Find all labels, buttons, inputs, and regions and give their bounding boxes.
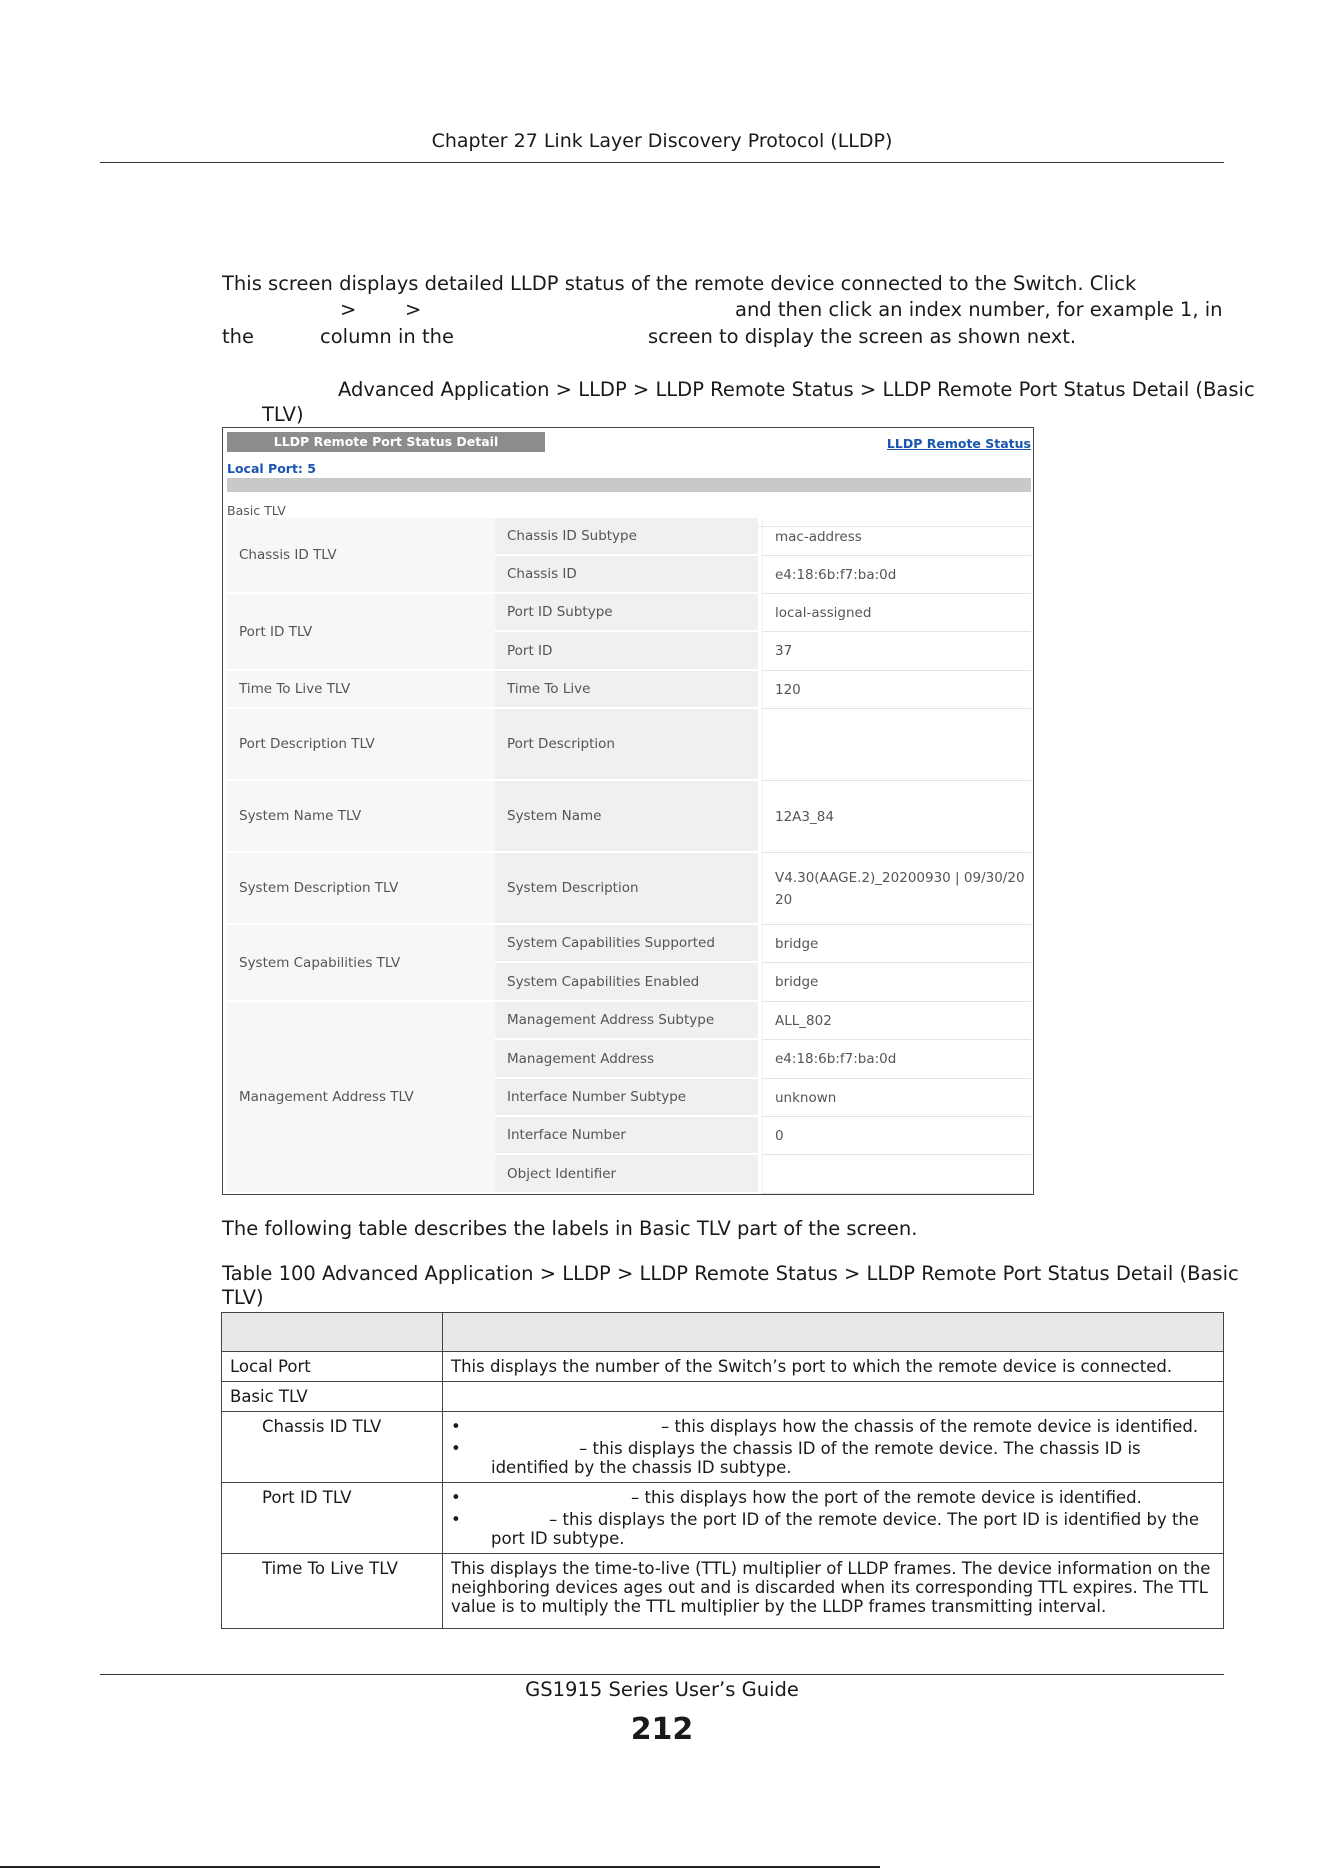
tlv-field-label: Object Identifier: [495, 1155, 758, 1194]
tlv-field-label: Interface Number: [495, 1117, 758, 1155]
row-label: Port ID TLV: [222, 1483, 443, 1554]
bullet-item: [451, 1510, 1215, 1548]
lldp-remote-status-link[interactable]: LLDP Remote Status: [886, 436, 1031, 451]
description-table: [221, 1312, 1224, 1629]
tlv-group-label: System Name TLV: [227, 781, 495, 853]
row-label: Time To Live TLV: [222, 1554, 443, 1629]
table-intro: The following table describes the labels in Basic TLV part of the screen.: [222, 1217, 918, 1240]
tlv-field-label: Port ID: [495, 632, 758, 671]
bullet-text: – this displays the chassis ID of the remote device. The chassis ID is identified by the chassis ID subtype.: [491, 1439, 1141, 1477]
tlv-field-value: 120: [762, 671, 1031, 709]
lldp-remote-port-detail-screenshot: [222, 427, 1034, 1195]
bottom-divider: [0, 1866, 880, 1868]
tlv-field-label: System Capabilities Enabled: [495, 963, 758, 1002]
tlv-field-value: V4.30(AAGE.2)_20200930 | 09/30/2020: [762, 853, 1031, 925]
tlv-group-label: Port ID TLV: [227, 594, 495, 671]
intro-line-3b: column in the: [320, 325, 454, 348]
row-description: [443, 1483, 1224, 1554]
table-title: Table 100 Advanced Application > LLDP > LLDP Remote Status > LLDP Remote Port Status Detail (Basic: [222, 1262, 1239, 1285]
table-row: [222, 1352, 1224, 1382]
row-label: Chassis ID TLV: [222, 1412, 443, 1483]
tlv-field-value: bridge: [762, 963, 1031, 1002]
tlv-field-value: 12A3_84: [762, 781, 1031, 853]
row-description: [443, 1382, 1224, 1412]
tlv-field-label: System Description: [495, 853, 758, 925]
tlv-field-label: System Name: [495, 781, 758, 853]
tlv-field-label: Management Address Subtype: [495, 1002, 758, 1040]
tlv-group-label: System Capabilities TLV: [227, 925, 495, 1002]
intro-separator-1: >: [340, 298, 357, 321]
table-row: [222, 1412, 1224, 1483]
row-label: Local Port: [222, 1352, 443, 1382]
bullet-item: [451, 1439, 1215, 1477]
intro-line-3c: screen to display the screen as shown next.: [648, 325, 1077, 348]
footer-divider: [100, 1674, 1224, 1675]
tlv-field-label: Chassis ID Subtype: [495, 518, 758, 556]
panel-title-tab: LLDP Remote Port Status Detail: [227, 432, 545, 452]
figure-title: Advanced Application > LLDP > LLDP Remote Status > LLDP Remote Port Status Detail (Basic: [338, 378, 1255, 401]
row-description: This displays the number of the Switch’s port to which the remote device is connected.: [443, 1352, 1224, 1382]
bullet-item: • – this displays how the port of the remote device is identified.: [451, 1488, 1215, 1507]
tlv-field-label: Port ID Subtype: [495, 594, 758, 632]
tlv-field-value: local-assigned: [762, 594, 1031, 632]
header-cell-description: [443, 1313, 1224, 1352]
table-row: [222, 1554, 1224, 1629]
tlv-group-label: System Description TLV: [227, 853, 495, 925]
tlv-field-value: bridge: [762, 925, 1031, 963]
table-row: [222, 1382, 1224, 1412]
tlv-field-value: [762, 709, 1031, 781]
tlv-field-label: Port Description: [495, 709, 758, 781]
bullet-text: – this displays the port ID of the remote device. The port ID is identified by the port ID subtype.: [491, 1510, 1200, 1548]
tlv-group-label: Management Address TLV: [227, 1002, 495, 1194]
table-header-row: [222, 1313, 1224, 1352]
intro-line-1: This screen displays detailed LLDP status of the remote device connected to the Switch. Click: [222, 272, 1137, 295]
tlv-field-value: 0: [762, 1117, 1031, 1155]
table-title-cont: TLV): [222, 1286, 264, 1309]
footer-guide-title: GS1915 Series User’s Guide: [525, 1678, 799, 1701]
row-description: This displays the time-to-live (TTL) multiplier of LLDP frames. The device information on the neighboring devices ages out and is discarded when its corresponding TTL expires. The TTL value is to multiply the TTL multiplier by the LLDP frames transmitting interval.: [443, 1554, 1224, 1629]
tlv-group-label: Port Description TLV: [227, 709, 495, 781]
table-row: [222, 1483, 1224, 1554]
tlv-field-value: 37: [762, 632, 1031, 671]
header-cell-label: [222, 1313, 443, 1352]
tlv-field-value: unknown: [762, 1079, 1031, 1117]
intro-line-2: and then click an index number, for example 1, in: [735, 298, 1223, 321]
tlv-field-label: Chassis ID: [495, 556, 758, 594]
page-number: 212: [630, 1712, 694, 1747]
row-label: Basic TLV: [222, 1382, 443, 1412]
tlv-field-value: [762, 1155, 1031, 1194]
figure-title-cont: TLV): [262, 403, 304, 426]
bullet-item: • – this displays how the chassis of the remote device is identified.: [451, 1417, 1215, 1436]
tlv-field-value: ALL_802: [762, 1002, 1031, 1040]
tlv-group-label: Chassis ID TLV: [227, 518, 495, 594]
tlv-field-label: Management Address: [495, 1040, 758, 1079]
intro-line-3a: the: [222, 325, 255, 348]
header-divider: [100, 162, 1224, 163]
tlv-field-value: mac-address: [762, 518, 1031, 556]
tlv-field-value: e4:18:6b:f7:ba:0d: [762, 1040, 1031, 1079]
row-description: [443, 1412, 1224, 1483]
chapter-header: Chapter 27 Link Layer Discovery Protocol (LLDP): [431, 130, 893, 152]
intro-separator-2: >: [405, 298, 422, 321]
tlv-field-value: e4:18:6b:f7:ba:0d: [762, 556, 1031, 594]
tlv-field-label: Time To Live: [495, 671, 758, 709]
section-bar: [227, 478, 1031, 492]
basic-tlv-heading: Basic TLV: [227, 496, 1031, 527]
tlv-field-label: Interface Number Subtype: [495, 1079, 758, 1117]
local-port-label: Local Port: 5: [227, 461, 316, 476]
tlv-group-label: Time To Live TLV: [227, 671, 495, 709]
tlv-field-label: System Capabilities Supported: [495, 925, 758, 963]
